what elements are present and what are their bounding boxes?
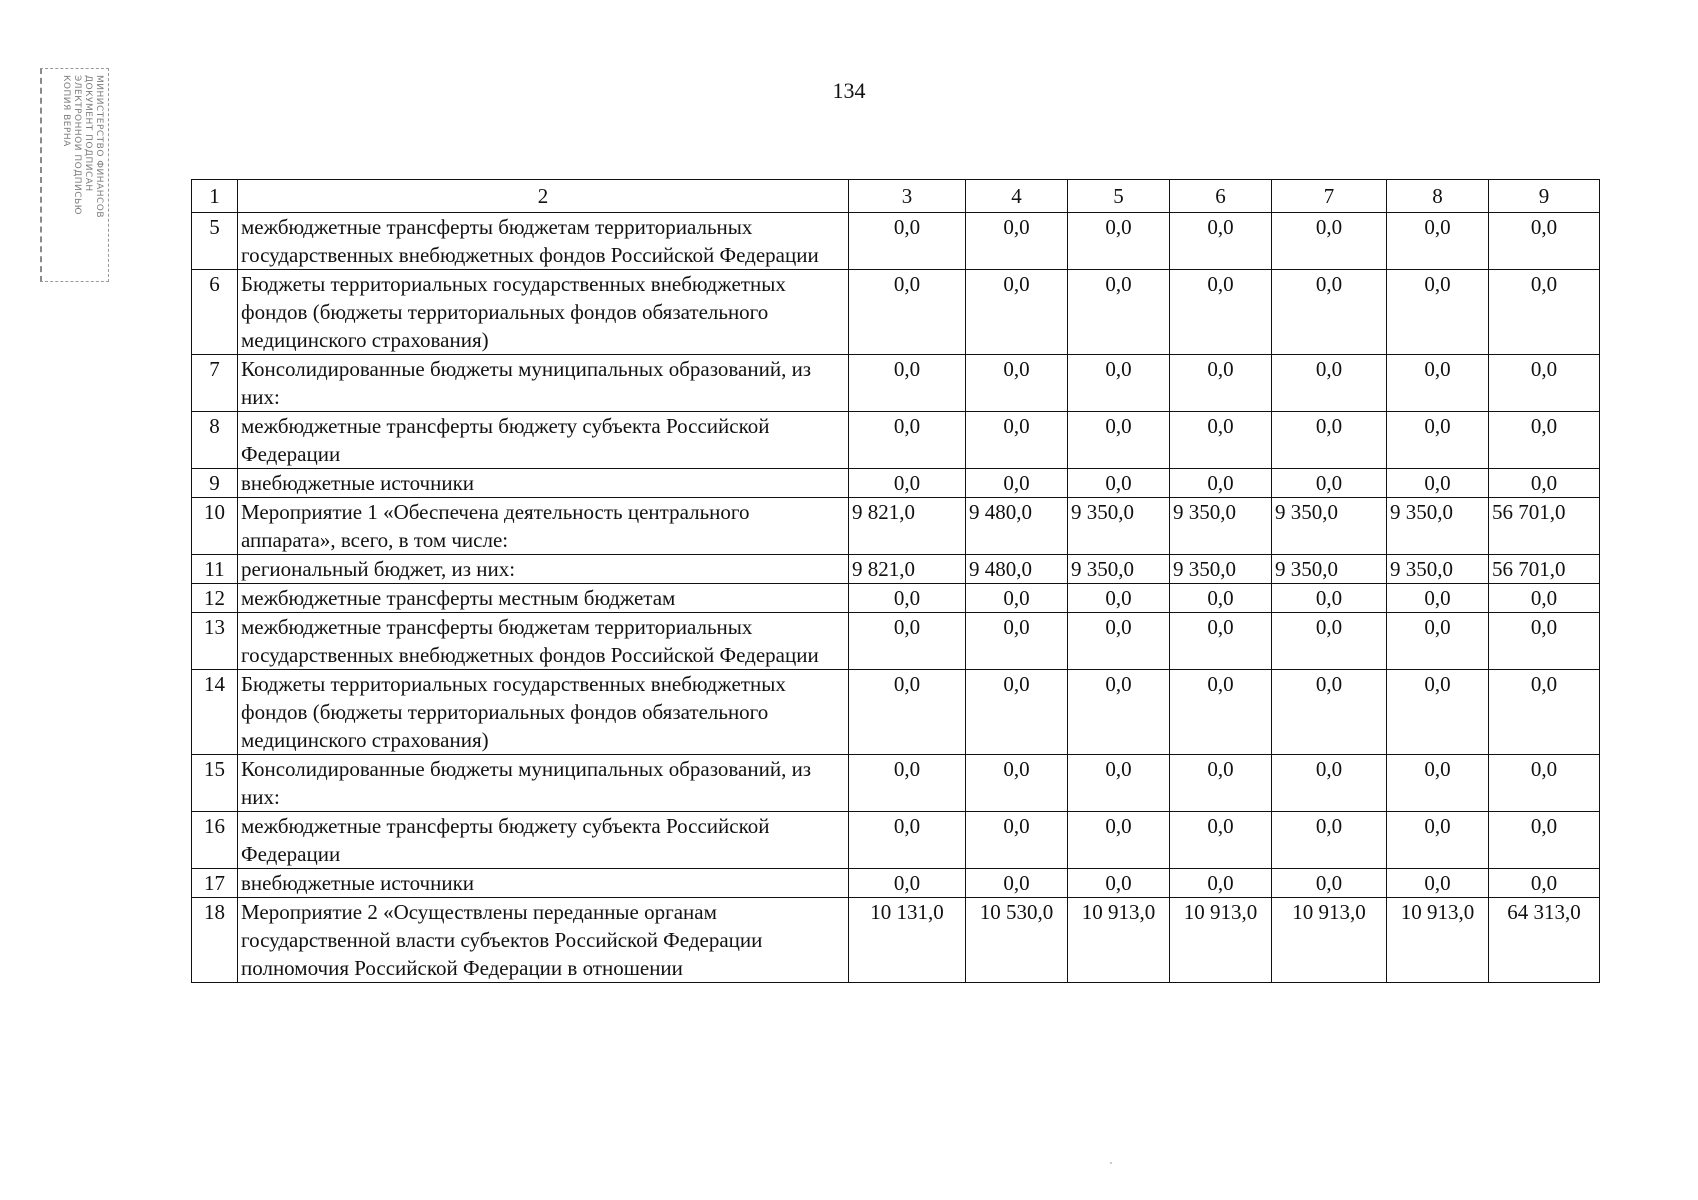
- row-number: 15: [192, 755, 238, 812]
- value-cell: 0,0: [1272, 355, 1387, 412]
- row-number: 17: [192, 869, 238, 898]
- value-cell: 0,0: [1170, 469, 1272, 498]
- row-number: 8: [192, 412, 238, 469]
- value-cell: 0,0: [1272, 812, 1387, 869]
- stamp-line: КОПИЯ ВЕРНА: [61, 75, 71, 147]
- value-cell: 0,0: [1272, 213, 1387, 270]
- header-cell: 8: [1387, 180, 1489, 213]
- value-cell: 0,0: [849, 613, 966, 670]
- value-cell: 56 701,0: [1489, 555, 1600, 584]
- value-cell: 0,0: [1068, 613, 1170, 670]
- value-cell: 0,0: [1068, 412, 1170, 469]
- table-row: [192, 355, 1600, 412]
- value-cell: 9 350,0: [1387, 555, 1489, 584]
- value-cell: 0,0: [1068, 755, 1170, 812]
- table-row: [192, 213, 1600, 270]
- stamp-line: МИНИСТЕРСТВО ФИНАНСОВ: [94, 75, 104, 219]
- value-cell: 0,0: [1489, 270, 1600, 355]
- table-body: [192, 213, 1600, 983]
- value-cell: 0,0: [1272, 469, 1387, 498]
- value-cell: 0,0: [1068, 869, 1170, 898]
- header-cell: 3: [849, 180, 966, 213]
- value-cell: 0,0: [849, 869, 966, 898]
- value-cell: 0,0: [1272, 755, 1387, 812]
- value-cell: 0,0: [849, 584, 966, 613]
- value-cell: 0,0: [1387, 213, 1489, 270]
- value-cell: 0,0: [966, 812, 1068, 869]
- header-cell: 7: [1272, 180, 1387, 213]
- table-row: [192, 755, 1600, 812]
- value-cell: 0,0: [1489, 355, 1600, 412]
- value-cell: 0,0: [1387, 812, 1489, 869]
- value-cell: 10 913,0: [1387, 898, 1489, 983]
- value-cell: 0,0: [1489, 584, 1600, 613]
- value-cell: 0,0: [1489, 469, 1600, 498]
- value-cell: 9 350,0: [1272, 555, 1387, 584]
- row-number: 11: [192, 555, 238, 584]
- table-row: [192, 812, 1600, 869]
- row-label: Консолидированные бюджеты муниципальных образований, из них:: [238, 755, 849, 812]
- value-cell: 0,0: [849, 812, 966, 869]
- row-number: 5: [192, 213, 238, 270]
- value-cell: 0,0: [1387, 469, 1489, 498]
- value-cell: 0,0: [1170, 270, 1272, 355]
- value-cell: 9 350,0: [1068, 498, 1170, 555]
- value-cell: 0,0: [1170, 412, 1272, 469]
- value-cell: 0,0: [1170, 869, 1272, 898]
- value-cell: 0,0: [1272, 670, 1387, 755]
- table-row: [192, 498, 1600, 555]
- value-cell: 0,0: [1489, 213, 1600, 270]
- value-cell: 0,0: [1272, 613, 1387, 670]
- row-label: Мероприятие 1 «Обеспечена деятельность центрального аппарата», всего, в том числе:: [238, 498, 849, 555]
- row-label: межбюджетные трансферты бюджетам территориальных государственных внебюджетных фондов Российской Федерации: [238, 613, 849, 670]
- value-cell: 0,0: [849, 670, 966, 755]
- row-label: межбюджетные трансферты бюджетам территориальных государственных внебюджетных фондов Российской Федерации: [238, 213, 849, 270]
- value-cell: 0,0: [1489, 869, 1600, 898]
- row-number: 13: [192, 613, 238, 670]
- value-cell: 56 701,0: [1489, 498, 1600, 555]
- table-row: [192, 613, 1600, 670]
- value-cell: 0,0: [849, 213, 966, 270]
- value-cell: 9 350,0: [1387, 498, 1489, 555]
- stamp-line: ЭЛЕКТРОННОЙ ПОДПИСЬЮ: [72, 75, 82, 215]
- value-cell: 0,0: [1387, 355, 1489, 412]
- value-cell: 0,0: [849, 355, 966, 412]
- value-cell: 9 350,0: [1170, 555, 1272, 584]
- table-row: [192, 670, 1600, 755]
- table-row: [192, 270, 1600, 355]
- value-cell: 9 821,0: [849, 498, 966, 555]
- value-cell: 0,0: [1170, 755, 1272, 812]
- value-cell: 0,0: [1387, 584, 1489, 613]
- value-cell: 0,0: [1387, 412, 1489, 469]
- value-cell: 9 350,0: [1272, 498, 1387, 555]
- value-cell: 0,0: [966, 869, 1068, 898]
- value-cell: 9 350,0: [1068, 555, 1170, 584]
- header-cell: 6: [1170, 180, 1272, 213]
- value-cell: 0,0: [849, 755, 966, 812]
- value-cell: 9 350,0: [1170, 498, 1272, 555]
- table-row: [192, 584, 1600, 613]
- value-cell: 0,0: [1068, 584, 1170, 613]
- value-cell: 0,0: [966, 613, 1068, 670]
- table-header: [192, 180, 1600, 213]
- stamp-text: [42, 69, 108, 281]
- row-label: Консолидированные бюджеты муниципальных образований, из них:: [238, 355, 849, 412]
- row-number: 16: [192, 812, 238, 869]
- header-cell: 4: [966, 180, 1068, 213]
- value-cell: 0,0: [1170, 584, 1272, 613]
- value-cell: 64 313,0: [1489, 898, 1600, 983]
- value-cell: 0,0: [1170, 613, 1272, 670]
- value-cell: 0,0: [1068, 469, 1170, 498]
- table-row: [192, 869, 1600, 898]
- official-stamp: [40, 68, 109, 282]
- row-number: 6: [192, 270, 238, 355]
- value-cell: 0,0: [1489, 412, 1600, 469]
- value-cell: 10 131,0: [849, 898, 966, 983]
- value-cell: 0,0: [1272, 270, 1387, 355]
- value-cell: 0,0: [1068, 670, 1170, 755]
- table-row: [192, 469, 1600, 498]
- value-cell: 9 480,0: [966, 555, 1068, 584]
- row-number: 10: [192, 498, 238, 555]
- row-label: межбюджетные трансферты бюджету субъекта Российской Федерации: [238, 812, 849, 869]
- value-cell: 9 821,0: [849, 555, 966, 584]
- value-cell: 0,0: [1272, 412, 1387, 469]
- value-cell: 0,0: [966, 755, 1068, 812]
- value-cell: 0,0: [966, 270, 1068, 355]
- value-cell: 0,0: [1170, 670, 1272, 755]
- value-cell: 0,0: [1387, 869, 1489, 898]
- header-cell: 9: [1489, 180, 1600, 213]
- value-cell: 0,0: [966, 412, 1068, 469]
- row-label: внебюджетные источники: [238, 869, 849, 898]
- value-cell: 0,0: [1272, 584, 1387, 613]
- row-number: 7: [192, 355, 238, 412]
- value-cell: 0,0: [966, 670, 1068, 755]
- row-label: Мероприятие 2 «Осуществлены переданные органам государственной власти субъектов Российской Федерации полномочия Российской Федерации в отношении: [238, 898, 849, 983]
- value-cell: 0,0: [1489, 670, 1600, 755]
- value-cell: 0,0: [1170, 812, 1272, 869]
- value-cell: 9 480,0: [966, 498, 1068, 555]
- value-cell: 10 913,0: [1272, 898, 1387, 983]
- value-cell: 0,0: [1272, 869, 1387, 898]
- value-cell: 0,0: [849, 270, 966, 355]
- row-label: межбюджетные трансферты местным бюджетам: [238, 584, 849, 613]
- value-cell: 0,0: [1489, 613, 1600, 670]
- value-cell: 0,0: [1387, 670, 1489, 755]
- value-cell: 10 530,0: [966, 898, 1068, 983]
- header-row: [192, 180, 1600, 213]
- row-label: внебюджетные источники: [238, 469, 849, 498]
- header-cell: 2: [238, 180, 849, 213]
- value-cell: 0,0: [849, 412, 966, 469]
- stamp-line: ДОКУМЕНТ ПОДПИСАН: [83, 75, 93, 192]
- value-cell: 10 913,0: [1068, 898, 1170, 983]
- value-cell: 0,0: [1489, 812, 1600, 869]
- value-cell: 0,0: [1387, 613, 1489, 670]
- value-cell: 0,0: [1068, 213, 1170, 270]
- page-number: 134: [832, 78, 866, 103]
- value-cell: 0,0: [1387, 755, 1489, 812]
- row-number: 9: [192, 469, 238, 498]
- header-cell: 5: [1068, 180, 1170, 213]
- value-cell: 0,0: [966, 469, 1068, 498]
- value-cell: 0,0: [966, 584, 1068, 613]
- value-cell: 0,0: [966, 213, 1068, 270]
- budget-table: [191, 179, 1600, 983]
- value-cell: 0,0: [1170, 355, 1272, 412]
- table-row: [192, 898, 1600, 983]
- row-label: Бюджеты территориальных государственных внебюджетных фондов (бюджеты территориальных фондов обязательного медицинского страхования): [238, 670, 849, 755]
- row-label: региональный бюджет, из них:: [238, 555, 849, 584]
- value-cell: 0,0: [1489, 755, 1600, 812]
- row-label: Бюджеты территориальных государственных внебюджетных фондов (бюджеты территориальных фондов обязательного медицинского страхования): [238, 270, 849, 355]
- value-cell: 0,0: [1068, 812, 1170, 869]
- value-cell: 0,0: [1387, 270, 1489, 355]
- value-cell: 0,0: [966, 355, 1068, 412]
- row-number: 14: [192, 670, 238, 755]
- value-cell: 10 913,0: [1170, 898, 1272, 983]
- row-number: 12: [192, 584, 238, 613]
- header-cell: 1: [192, 180, 238, 213]
- table-row: [192, 555, 1600, 584]
- value-cell: 0,0: [1068, 355, 1170, 412]
- value-cell: 0,0: [1068, 270, 1170, 355]
- row-label: межбюджетные трансферты бюджету субъекта Российской Федерации: [238, 412, 849, 469]
- table-row: [192, 412, 1600, 469]
- row-number: 18: [192, 898, 238, 983]
- value-cell: 0,0: [1170, 213, 1272, 270]
- value-cell: 0,0: [849, 469, 966, 498]
- scan-artifact: [1110, 1162, 1112, 1164]
